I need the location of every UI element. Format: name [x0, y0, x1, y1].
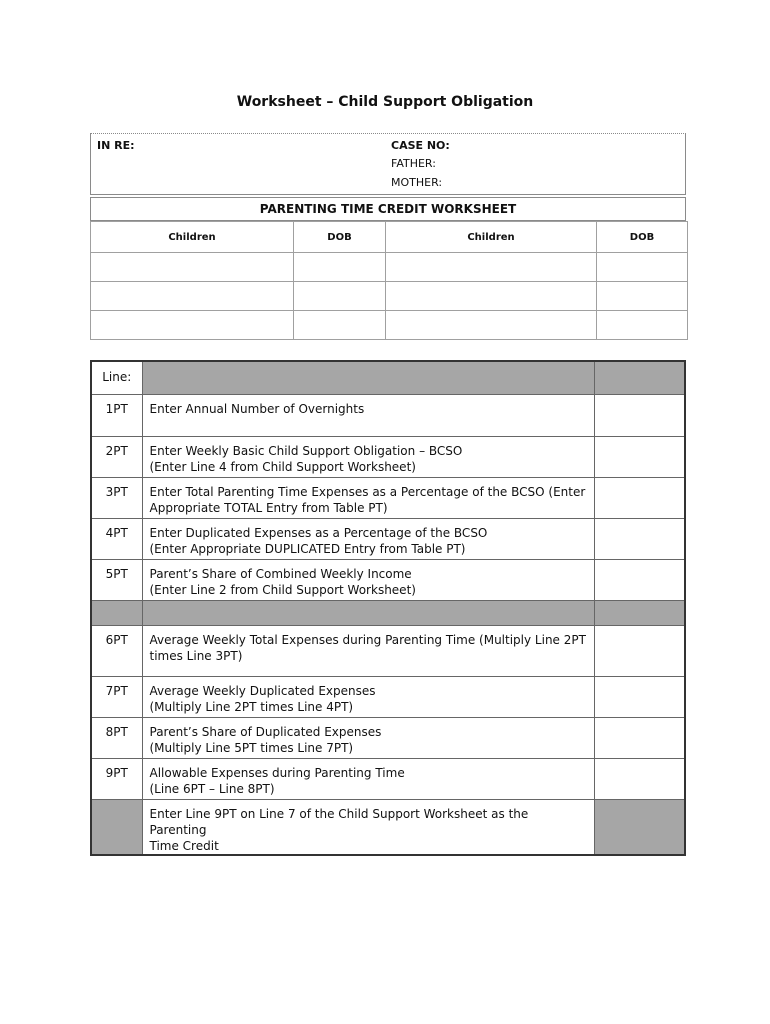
line-value-cell[interactable] [594, 626, 685, 677]
line-description: Enter Duplicated Expenses as a Percentage of the BCSO (Enter Appropriate DUPLICATED Entry from Table PT) [142, 519, 594, 560]
line-value-cell[interactable] [594, 677, 685, 718]
separator-cell [142, 601, 594, 626]
line-description: Parent’s Share of Combined Weekly Income (Enter Line 2 from Child Support Worksheet) [142, 560, 594, 601]
line-description: Parent’s Share of Duplicated Expenses (Multiply Line 5PT times Line 7PT) [142, 718, 594, 759]
table-row [91, 395, 685, 437]
table-row [91, 282, 688, 311]
line-value-cell[interactable] [594, 718, 685, 759]
dob-column-header: DOB [597, 222, 688, 253]
table-row [91, 626, 685, 677]
final-shade-cell [91, 800, 142, 856]
dob-cell[interactable] [294, 282, 386, 311]
line-number: 5PT [91, 560, 142, 601]
line-value-cell[interactable] [594, 759, 685, 800]
final-shade-cell [594, 800, 685, 856]
dob-cell[interactable] [597, 311, 688, 340]
separator-cell [594, 601, 685, 626]
line-header: Line: [91, 361, 142, 395]
dob-cell[interactable] [597, 253, 688, 282]
table-row [91, 437, 685, 478]
table-row [91, 519, 685, 560]
dob-cell[interactable] [294, 253, 386, 282]
line-number: 3PT [91, 478, 142, 519]
final-instruction: Enter Line 9PT on Line 7 of the Child Support Worksheet as the Parenting Time Credit [142, 800, 594, 856]
line-description: Average Weekly Duplicated Expenses (Multiply Line 2PT times Line 4PT) [142, 677, 594, 718]
line-value-cell[interactable] [594, 519, 685, 560]
table-row [91, 718, 685, 759]
parenting-time-lines-table [90, 360, 686, 856]
child-name-cell[interactable] [91, 311, 294, 340]
table-row [91, 560, 685, 601]
dob-column-header: DOB [294, 222, 386, 253]
line-number: 1PT [91, 395, 142, 437]
final-row [91, 800, 685, 856]
line-value-cell[interactable] [594, 560, 685, 601]
line-number: 2PT [91, 437, 142, 478]
line-description: Average Weekly Total Expenses during Parenting Time (Multiply Line 2PT times Line 3PT) [142, 626, 594, 677]
children-column-header: Children [386, 222, 597, 253]
line-value-cell[interactable] [594, 395, 685, 437]
line-description: Enter Annual Number of Overnights [142, 395, 594, 437]
father-label: FATHER: [391, 157, 436, 170]
in-re-label: IN RE: [97, 139, 135, 152]
line-number: 7PT [91, 677, 142, 718]
child-name-cell[interactable] [91, 282, 294, 311]
line-value-cell[interactable] [594, 478, 685, 519]
page-title: Worksheet – Child Support Obligation [236, 94, 534, 110]
table-row [91, 311, 688, 340]
child-name-cell[interactable] [91, 253, 294, 282]
case-header-box [90, 133, 686, 195]
line-number: 4PT [91, 519, 142, 560]
child-name-cell[interactable] [386, 253, 597, 282]
dob-cell[interactable] [294, 311, 386, 340]
header-shade [594, 361, 685, 395]
line-number: 8PT [91, 718, 142, 759]
case-no-label: CASE NO: [391, 139, 450, 152]
line-value-cell[interactable] [594, 437, 685, 478]
line-number: 9PT [91, 759, 142, 800]
line-description: Enter Weekly Basic Child Support Obligation – BCSO (Enter Line 4 from Child Support Worksheet) [142, 437, 594, 478]
line-number: 6PT [91, 626, 142, 677]
child-name-cell[interactable] [386, 311, 597, 340]
child-name-cell[interactable] [386, 282, 597, 311]
table-row [91, 478, 685, 519]
shaded-separator-row [91, 601, 685, 626]
children-table [90, 221, 688, 340]
ptc-worksheet-title: PARENTING TIME CREDIT WORKSHEET [90, 197, 686, 221]
header-shade [142, 361, 594, 395]
children-column-header: Children [91, 222, 294, 253]
dob-cell[interactable] [597, 282, 688, 311]
separator-cell [91, 601, 142, 626]
table-row [91, 253, 688, 282]
line-description: Enter Total Parenting Time Expenses as a Percentage of the BCSO (Enter Appropriate TOTAL Entry from Table PT) [142, 478, 594, 519]
table-row [91, 759, 685, 800]
table-row [91, 677, 685, 718]
line-description: Allowable Expenses during Parenting Time (Line 6PT – Line 8PT) [142, 759, 594, 800]
mother-label: MOTHER: [391, 176, 443, 189]
